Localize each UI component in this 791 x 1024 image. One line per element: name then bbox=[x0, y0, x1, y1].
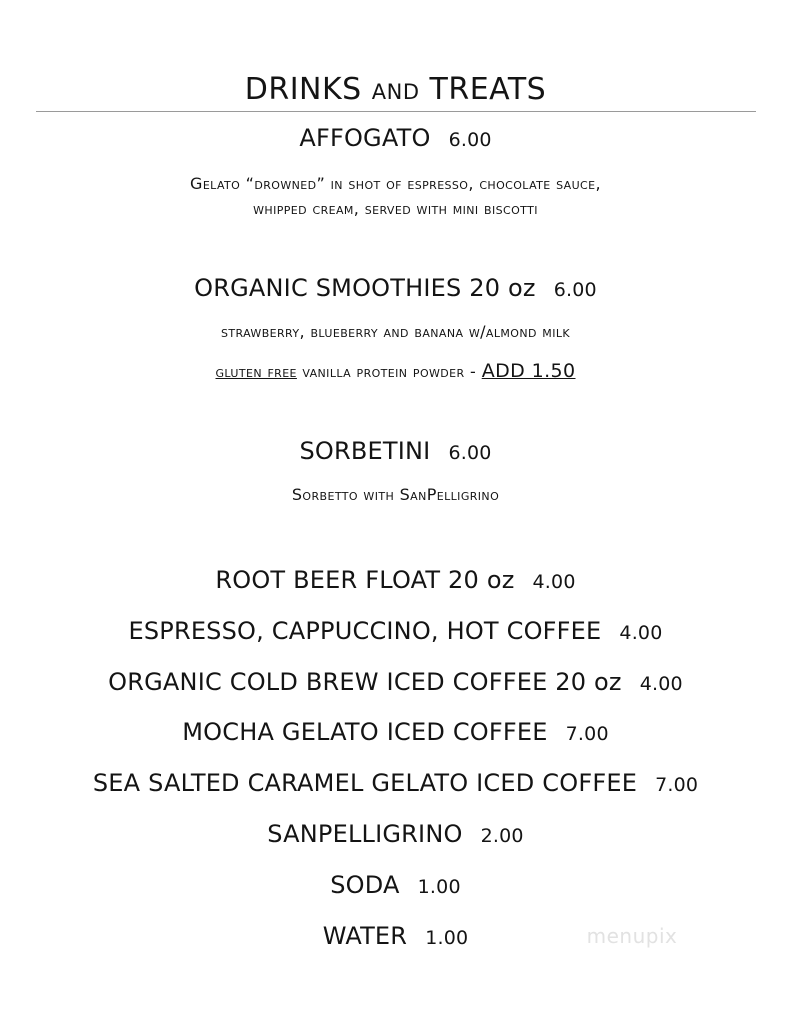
item-name: SEA SALTED CARAMEL GELATO ICED COFFEE bbox=[92, 769, 638, 797]
menu-item bbox=[0, 769, 791, 797]
item-price: 7.00 bbox=[655, 774, 699, 796]
item-name: MOCHA GELATO ICED COFFEE bbox=[182, 718, 548, 746]
menu-item bbox=[0, 566, 791, 594]
item-name: AFFOGATO bbox=[299, 124, 431, 152]
item-price: 7.00 bbox=[565, 723, 609, 745]
affogato-description-line-2: whipped cream, served with mini biscotti bbox=[253, 199, 538, 218]
menu-item bbox=[0, 617, 791, 645]
addon-price: ADD 1.50 bbox=[481, 360, 576, 382]
item-price: 1.00 bbox=[417, 876, 461, 898]
menu-item bbox=[0, 820, 791, 848]
item-price: 1.00 bbox=[425, 927, 469, 949]
smoothies-addon bbox=[0, 358, 791, 385]
menu-item bbox=[0, 668, 791, 696]
menu-item-organic-smoothies bbox=[0, 274, 791, 302]
item-price: 2.00 bbox=[480, 825, 524, 847]
item-name: WATER bbox=[322, 922, 408, 950]
gluten-free-label: gluten free bbox=[215, 362, 297, 381]
item-name: SODA bbox=[330, 871, 400, 899]
menu-title: DRINKS and TREATS bbox=[244, 72, 547, 107]
item-name: ROOT BEER FLOAT 20 oz bbox=[215, 566, 515, 594]
sorbetini-description: Sorbetto with SanPelligrino bbox=[291, 485, 500, 504]
affogato-description-line-1: Gelato “drowned” in shot of espresso, chocolate sauce, bbox=[190, 174, 601, 193]
menu-item bbox=[0, 718, 791, 746]
menupix-watermark: menupix bbox=[586, 924, 678, 948]
item-price: 6.00 bbox=[448, 129, 492, 151]
item-price: 6.00 bbox=[553, 279, 597, 301]
title-divider bbox=[36, 111, 756, 112]
item-name: SANPELLIGRINO bbox=[267, 820, 463, 848]
item-name: SORBETINI bbox=[299, 437, 431, 465]
item-name: ORGANIC SMOOTHIES 20 oz bbox=[194, 274, 536, 302]
item-price: 6.00 bbox=[448, 442, 492, 464]
item-name: ORGANIC COLD BREW ICED COFFEE 20 oz bbox=[108, 668, 622, 696]
smoothies-description: strawberry, blueberry and banana w/almond milk bbox=[221, 322, 570, 341]
item-price: 4.00 bbox=[619, 622, 663, 644]
item-price: 4.00 bbox=[532, 571, 576, 593]
item-price: 4.00 bbox=[639, 673, 683, 695]
addon-text: vanilla protein powder - bbox=[296, 362, 482, 381]
menu-item bbox=[0, 871, 791, 899]
menu-item-affogato bbox=[0, 124, 791, 152]
menu-item-sorbetini bbox=[0, 437, 791, 465]
item-name: ESPRESSO, CAPPUCCINO, HOT COFFEE bbox=[128, 617, 602, 645]
